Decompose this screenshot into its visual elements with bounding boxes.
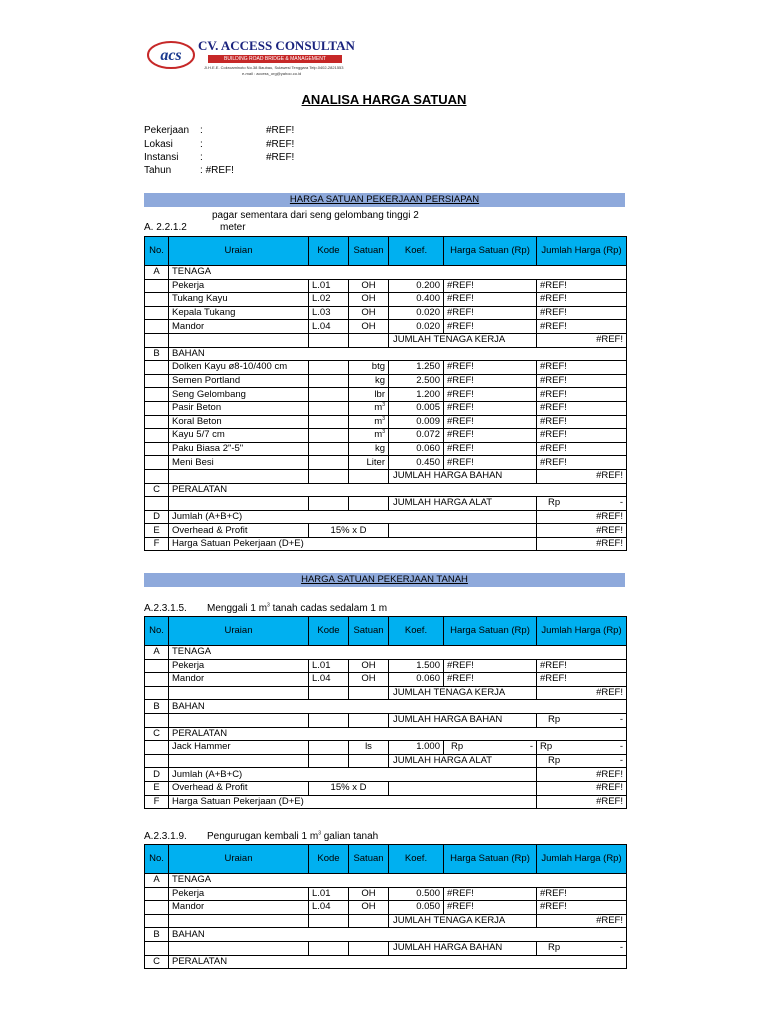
item2-code: A.2.3.1.5.	[144, 603, 187, 614]
ahs-table-3	[144, 844, 627, 969]
table-row: Pekerja L.01 OH 0.200 #REF! #REF!	[145, 279, 627, 293]
table-row: Meni Besi Liter 0.450 #REF! #REF!	[145, 456, 627, 470]
table-row: Koral Beton $m^3$ 0.009 #REF! #REF!	[145, 415, 627, 429]
group-row-tenaga: A TENAGA	[145, 874, 627, 888]
subtotal-row-bahan: JUMLAH HARGA BAHAN #REF!	[145, 469, 627, 483]
table-row: Kayu 5/7 cm $m^3$ 0.072 #REF! #REF!	[145, 429, 627, 443]
section-band-persiapan: HARGA SATUAN PEKERJAAN PERSIAPAN	[144, 193, 625, 207]
table-header: No. Uraian Kode Satuan Koef. Harga Satuan (Rp) Jumlah Harga (Rp)	[145, 617, 627, 646]
subtotal-row-alat: JUMLAH HARGA ALAT Rp -	[145, 754, 627, 768]
group-row-peralatan: C PERALATAN	[145, 483, 627, 497]
section-band-tanah: HARGA SATUAN PEKERJAAN TANAH	[144, 573, 625, 587]
table-row: Dolken Kayu ø8-10/400 cm btg 1.250 #REF! #REF!	[145, 361, 627, 375]
subtotal-row-tenaga: JUMLAH TENAGA KERJA #REF!	[145, 914, 627, 928]
subtotal-row-bahan: JUMLAH HARGA BAHAN Rp -	[145, 941, 627, 955]
table-header: No. Uraian Kode Satuan Koef. Harga Satuan (Rp) Jumlah Harga (Rp)	[145, 845, 627, 874]
group-row-bahan: B BAHAN	[145, 700, 627, 714]
total-row-e: E Overhead & Profit 15% x D #REF!	[145, 781, 627, 795]
table-row: Pekerja L.01 OH 0.500 #REF! #REF!	[145, 887, 627, 901]
company-logo-icon	[146, 40, 196, 70]
table-row: Semen Portland kg 2.500 #REF! #REF!	[145, 374, 627, 388]
subtotal-row-tenaga: JUMLAH TENAGA KERJA #REF!	[145, 333, 627, 347]
subtotal-row-tenaga: JUMLAH TENAGA KERJA #REF!	[145, 686, 627, 700]
table-row: Pekerja L.01 OH 1.500 #REF! #REF!	[145, 659, 627, 673]
meta-tahun: Tahun : #REF!	[144, 165, 234, 176]
svg-text:acs: acs	[160, 47, 182, 64]
table-row: Mandor L.04 OH 0.060 #REF! #REF!	[145, 673, 627, 687]
table-row: Pasir Beton $m^3$ 0.005 #REF! #REF!	[145, 401, 627, 415]
item3-code: A.2.3.1.9.	[144, 831, 187, 842]
company-address: Jl.H.E.E. Cokroaminoto No.38 Baubau, Sulawesi Tenggara Telp.0402-2821553	[204, 65, 344, 70]
subtotal-row-alat: JUMLAH HARGA ALAT Rp -	[145, 497, 627, 511]
subtotal-row-bahan: JUMLAH HARGA BAHAN Rp -	[145, 713, 627, 727]
total-row-f: F Harga Satuan Pekerjaan (D+E) #REF!	[145, 537, 627, 551]
meta-lokasi: Lokasi : #REF!	[144, 139, 295, 150]
group-row-tenaga: A TENAGA	[145, 266, 627, 280]
company-letterhead	[146, 38, 356, 90]
company-tagline: BUILDING ROAD BRIDGE & MANAGEMENT	[208, 55, 342, 63]
total-row-d: D Jumlah (A+B+C) #REF!	[145, 768, 627, 782]
document-title: ANALISA HARGA SATUAN	[301, 92, 467, 107]
item3-description: Pengurugan kembali 1 $m^3$ galian tanah	[207, 830, 379, 842]
ahs-table-1	[144, 236, 627, 551]
ahs-table-2	[144, 616, 627, 809]
table-row: Mandor L.04 OH 0.020 #REF! #REF!	[145, 320, 627, 334]
total-row-d: D Jumlah (A+B+C) #REF!	[145, 510, 627, 524]
item1-description-line2: meter	[220, 222, 246, 233]
total-row-f: F Harga Satuan Pekerjaan (D+E) #REF!	[145, 795, 627, 809]
group-row-peralatan: C PERALATAN	[145, 955, 627, 969]
company-email: e-mail : access_org@yahoo.co.id	[242, 71, 302, 76]
meta-instansi: Instansi : #REF!	[144, 152, 295, 163]
company-name: CV. ACCESS CONSULTAN	[198, 38, 355, 53]
table-row: Tukang Kayu L.02 OH 0.400 #REF! #REF!	[145, 293, 627, 307]
item2-description: Menggali 1 $m^3$ tanah cadas sedalam 1 m	[207, 602, 388, 614]
item1-code: A. 2.2.1.2	[144, 222, 187, 233]
table-row: Seng Gelombang lbr 1.200 #REF! #REF!	[145, 388, 627, 402]
total-row-e: E Overhead & Profit 15% x D #REF!	[145, 524, 627, 538]
meta-pekerjaan: Pekerjaan : #REF!	[144, 125, 295, 136]
group-row-bahan: B BAHAN	[145, 928, 627, 942]
group-row-peralatan: C PERALATAN	[145, 727, 627, 741]
group-row-bahan: B BAHAN	[145, 347, 627, 361]
table-row: Jack Hammer ls 1.000 Rp - Rp -	[145, 741, 627, 755]
table-row: Kepala Tukang L.03 OH 0.020 #REF! #REF!	[145, 306, 627, 320]
group-row-tenaga: A TENAGA	[145, 646, 627, 660]
item1-description-line1: pagar sementara dari seng gelombang tinggi 2	[212, 210, 419, 221]
table-row: Paku Biasa 2"-5" kg 0.060 #REF! #REF!	[145, 442, 627, 456]
table-row: Mandor L.04 OH 0.050 #REF! #REF!	[145, 901, 627, 915]
table-header: No. Uraian Kode Satuan Koef. Harga Satuan (Rp) Jumlah Harga (Rp)	[145, 237, 627, 266]
